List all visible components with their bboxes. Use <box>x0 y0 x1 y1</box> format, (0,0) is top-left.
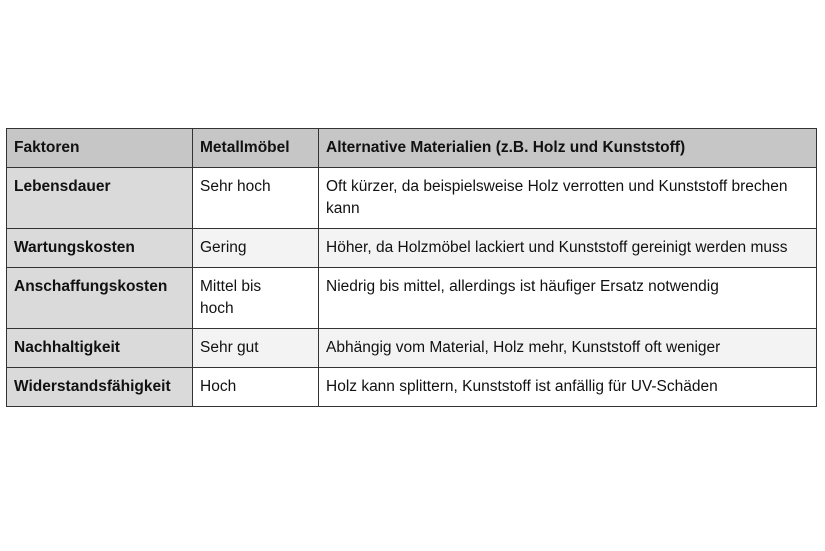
factor-cell: Widerstandsfähigkeit <box>7 368 193 407</box>
metal-cell: Hoch <box>193 368 319 407</box>
header-row <box>7 129 817 168</box>
table-row <box>7 268 817 329</box>
table-row <box>7 229 817 268</box>
header-metal: Metallmöbel <box>193 129 319 168</box>
header-factors: Faktoren <box>7 129 193 168</box>
factor-cell: Anschaffungskosten <box>7 268 193 329</box>
factor-cell: Wartungskosten <box>7 229 193 268</box>
alternative-cell: Abhängig vom Material, Holz mehr, Kunststoff oft weniger <box>319 329 817 368</box>
table-row <box>7 168 817 229</box>
metal-cell: Gering <box>193 229 319 268</box>
alternative-cell: Höher, da Holzmöbel lackiert und Kunststoff gereinigt werden muss <box>319 229 817 268</box>
alternative-cell: Niedrig bis mittel, allerdings ist häufiger Ersatz notwendig <box>319 268 817 329</box>
metal-cell: Sehr gut <box>193 329 319 368</box>
table-row <box>7 368 817 407</box>
alternative-cell: Holz kann splittern, Kunststoff ist anfällig für UV-Schäden <box>319 368 817 407</box>
header-alternatives: Alternative Materialien (z.B. Holz und Kunststoff) <box>319 129 817 168</box>
comparison-table <box>6 128 817 407</box>
alternative-cell: Oft kürzer, da beispielsweise Holz verrotten und Kunststoff brechen kann <box>319 168 817 229</box>
metal-cell: Sehr hoch <box>193 168 319 229</box>
table-row <box>7 329 817 368</box>
factor-cell: Nachhaltigkeit <box>7 329 193 368</box>
metal-cell: Mittel bis hoch <box>193 268 319 329</box>
factor-cell: Lebensdauer <box>7 168 193 229</box>
